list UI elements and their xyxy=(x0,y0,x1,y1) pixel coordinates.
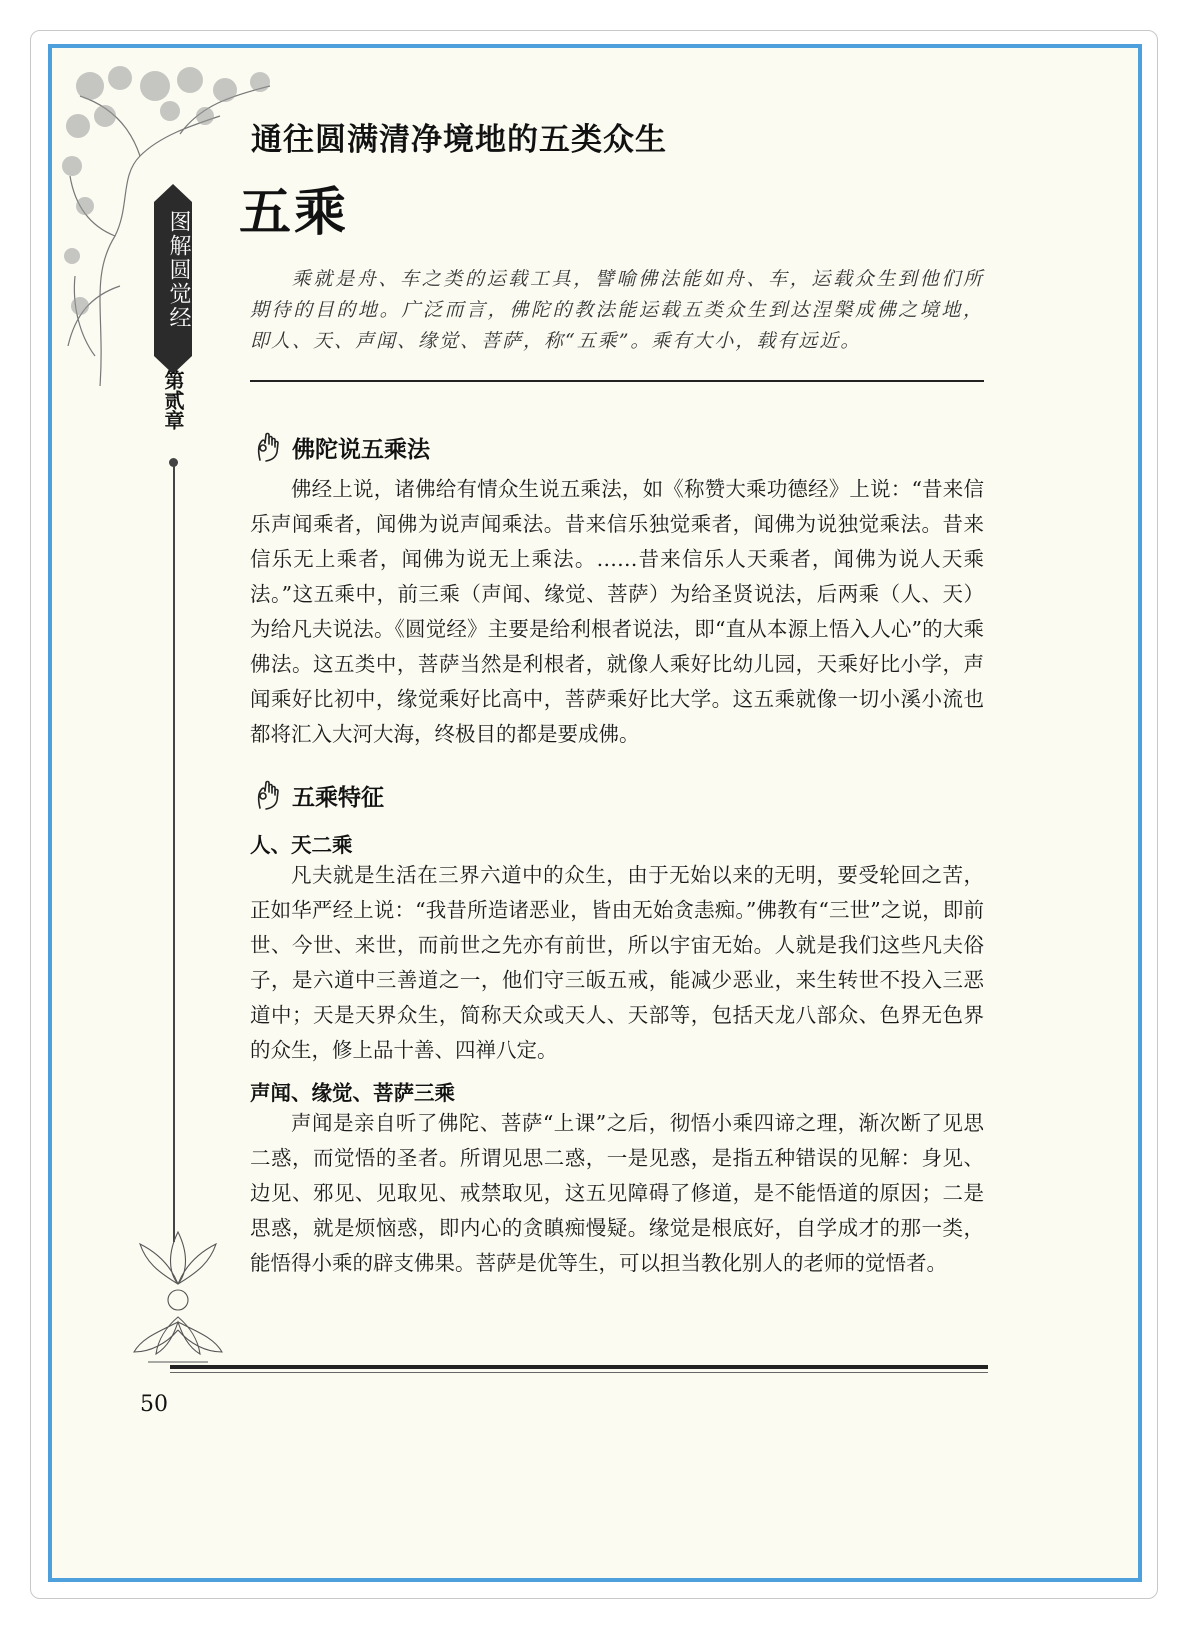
intro-paragraph: 乘就是舟、车之类的运载工具，譬喻佛法能如舟、车，运载众生到他们所期待的目的地。广泛而言，佛陀的教法能运载五类众生到达涅槃成佛之境地，即人、天、声闻、缘觉、菩萨，称“五乘”。乘有大小，载有远近。 xyxy=(250,268,984,352)
section-heading-1 xyxy=(252,430,430,464)
subheading-human-heaven: 人、天二乘 xyxy=(250,833,353,857)
page-title: 五乘 xyxy=(239,182,350,243)
subsection-2-paragraph: 声闻是亲自听了佛陀、菩萨“上课”之后，彻悟小乘四谛之理，渐次断了见思二惑，而觉悟的圣者。所谓见思二惑，一是见惑，是指五种错误的见解：身见、边见、邪见、见取见、戒禁取见，这五见障碍了修道，是不能悟道的原因；二是思惑，就是烦恼惑，即内心的贪瞋痴慢疑。缘觉是根底好，自学成才的那一类，能悟得小乘的辟支佛果。菩萨是优等生，可以担当教化别人的老师的觉悟者。 xyxy=(250,1111,984,1275)
section-heading-2 xyxy=(252,778,384,812)
lotus-ornament xyxy=(128,1222,228,1372)
footer-rule xyxy=(170,1365,988,1369)
mudra-hand-icon xyxy=(252,430,286,464)
mudra-hand-icon xyxy=(252,778,286,812)
book-tab-label: 图解圆觉经 xyxy=(166,210,191,330)
page-number: 50 xyxy=(140,1392,168,1417)
footer-rule-thin xyxy=(170,1372,988,1373)
page-frame xyxy=(48,44,1142,1582)
section-heading-1-text: 佛陀说五乘法 xyxy=(292,435,430,463)
book-page xyxy=(56,52,1134,1574)
intro-divider xyxy=(250,380,984,382)
subheading-three-vehicles: 声闻、缘觉、菩萨三乘 xyxy=(250,1081,455,1105)
chapter-label: 第贰章 xyxy=(161,370,185,430)
section-1-paragraph: 佛经上说，诸佛给有情众生说五乘法，如《称赞大乘功德经》上说：“昔来信乐声闻乘者，闻佛为说声闻乘法。昔来信乐独觉乘者，闻佛为说独觉乘法。昔来信乐无上乘者，闻佛为说无上乘法。……昔来信乐人天乘者，闻佛为说人天乘法。”这五乘中，前三乘（声闻、缘觉、菩萨）为给圣贤说法，后两乘（人、天）为给凡夫说法。《圆觉经》主要是给利根者说法，即“直从本源上悟入人心”的大乘佛法。这五类中，菩萨当然是利根者，就像人乘好比幼儿园，天乘好比小学，声闻乘好比初中，缘觉乘好比高中，菩萨乘好比大学。这五乘就像一切小溪小流也都将汇入大河大海，终极目的都是要成佛。 xyxy=(250,477,984,746)
subsection-1-paragraph: 凡夫就是生活在三界六道中的众生，由于无始以来的无明，要受轮回之苦，正如华严经上说：“我昔所造诸恶业，皆由无始贪恚痴。”佛教有“三世”之说，即前世、今世、来世，而前世之先亦有前世，所以宇宙无始。人就是我们这些凡夫俗子，是六道中三善道之一，他们守三皈五戒，能减少恶业，来生转世不投入三恶道中；天是天界众生，简称天众或天人、天部等，包括天龙八部众、色界无色界的众生，修上品十善、四禅八定。 xyxy=(250,863,984,1062)
page-kicker: 通往圆满清净境地的五类众生 xyxy=(251,122,667,158)
section-heading-2-text: 五乘特征 xyxy=(292,783,384,811)
side-line xyxy=(173,462,175,1242)
